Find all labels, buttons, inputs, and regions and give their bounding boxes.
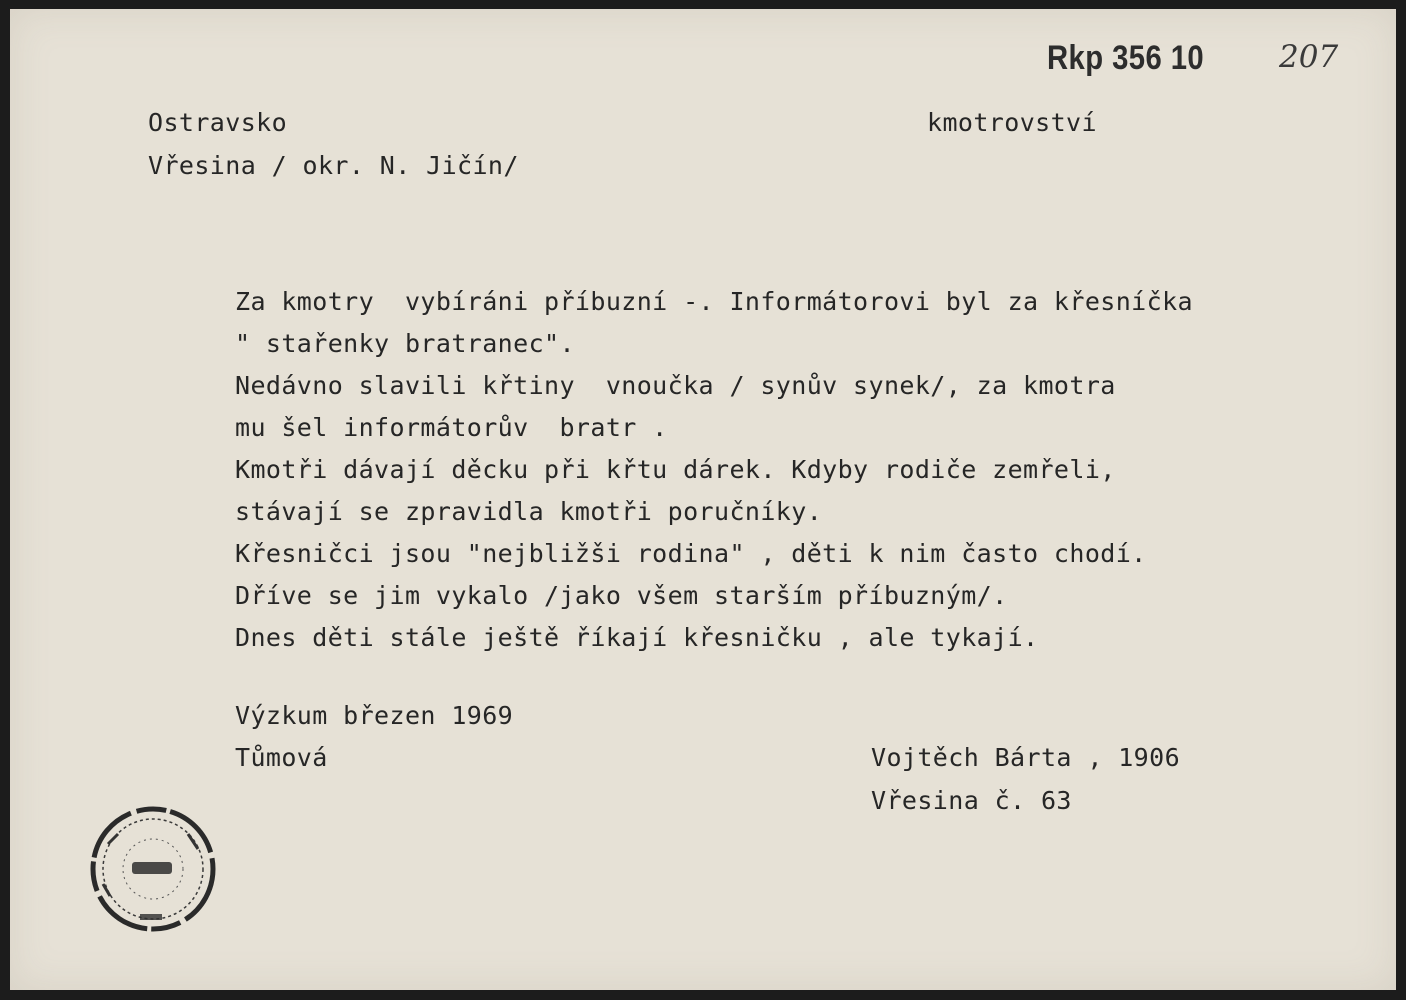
locality-label: Vřesina / okr. N. Jičín/	[148, 151, 519, 180]
round-seal-stamp	[88, 804, 218, 934]
informant-address: Vřesina č. 63	[871, 786, 1072, 815]
body-line: " stařenky bratranec".	[235, 329, 575, 358]
body-line: Kmotři dávají děcku při křtu dárek. Kdyby rodiče zemřeli,	[235, 455, 1116, 484]
body-text	[235, 281, 1193, 659]
body-line: mu šel informátorův bratr .	[235, 413, 668, 442]
body-line: Za kmotry vybíráni příbuzní -. Informátorovi byl za křesníčka	[235, 287, 1193, 316]
research-date: Výzkum březen 1969	[235, 701, 514, 730]
body-line: Nedávno slavili křtiny vnoučka / synův synek/, za kmotra	[235, 371, 1116, 400]
handwritten-number: 207	[1279, 39, 1339, 75]
archive-stamp: Rkp 356 10	[1047, 39, 1205, 77]
archive-mark	[1047, 39, 1339, 78]
body-line: Křesničci jsou "nejbližši rodina" , děti k nim často chodí.	[235, 539, 1147, 568]
body-line: Dříve se jim vykalo /jako všem starším příbuzným/.	[235, 581, 1008, 610]
body-line: stávají se zpravidla kmotři poručníky.	[235, 497, 823, 526]
archive-card	[10, 9, 1396, 990]
researcher-name: Tůmová	[235, 743, 328, 772]
informant-name: Vojtěch Bárta , 1906	[871, 743, 1181, 772]
region-label: Ostravsko	[148, 108, 288, 137]
topic-label: kmotrovství	[927, 108, 1097, 137]
body-line: Dnes děti stále ještě říkají křesničku , ale tykají.	[235, 623, 1039, 652]
